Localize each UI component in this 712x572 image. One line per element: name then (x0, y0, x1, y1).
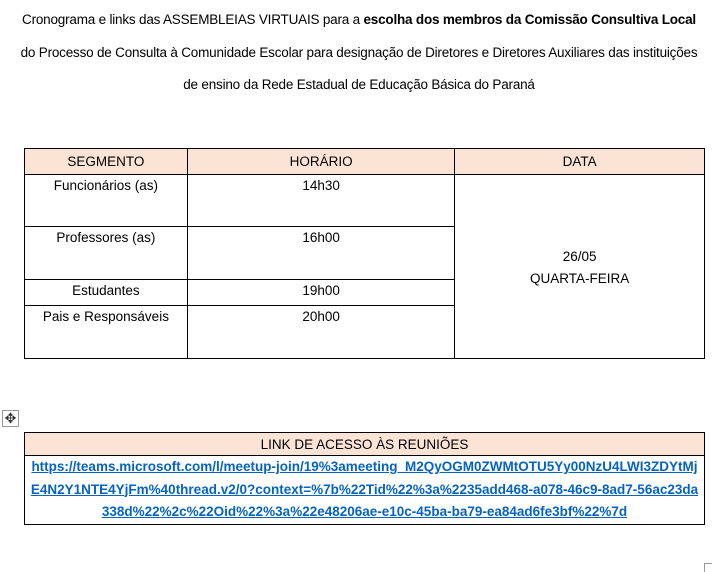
header-time: HORÁRIO (187, 149, 455, 175)
time-cell: 16h00 (187, 227, 455, 280)
date-value: 26/05 (562, 249, 597, 264)
weekday-value: QUARTA-FEIRA (530, 271, 630, 286)
table-header-row (25, 149, 705, 175)
meeting-link[interactable]: https://teams.microsoft.com/l/meetup-join/19%3ameeting_M2QyOGM0ZWMtOTU5Yy00NzU4LWI3ZDYtMjE4N2Y1NTE4YjFm%40thread.v2/0?context=%7b%22Tid%22%3a%2235add468-a078-46c9-8ad7-56ac23da338d%22%2c%22Oid%22%3a%22e48206ae-e10c-45ba-ba79-ea84ad6fe3bf%22%7d (30, 459, 699, 519)
date-cell (455, 175, 705, 359)
link-cell (25, 456, 705, 525)
header-date: DATA (455, 149, 705, 175)
links-table (24, 432, 705, 525)
document-title (14, 4, 704, 102)
segment-cell: Professores (as) (25, 227, 188, 280)
time-cell: 19h00 (187, 280, 455, 306)
title-bold-text: escolha dos membros da Comissão Consultiva Local (363, 12, 696, 27)
segment-cell: Pais e Responsáveis (25, 306, 188, 359)
time-cell: 14h30 (187, 175, 455, 227)
time-cell: 20h00 (187, 306, 455, 359)
segment-cell: Funcionários (as) (25, 175, 188, 227)
links-header: LINK DE ACESSO ÀS REUNIÕES (25, 433, 705, 456)
resize-handle-icon[interactable] (704, 563, 712, 572)
header-segment: SEGMENTO (25, 149, 188, 175)
move-handle-icon[interactable]: ✥ (2, 410, 19, 427)
title-text-end: do Processo de Consulta à Comunidade Escolar para designação de Diretores e Diretores Auxiliares das instituições de ensino da Rede Estadual de Educação Básica do Paraná (20, 44, 698, 92)
schedule-table (24, 148, 705, 359)
table-row (25, 175, 705, 227)
title-text: Cronograma e links das ASSEMBLEIAS VIRTUAIS para a (22, 12, 364, 27)
segment-cell: Estudantes (25, 280, 188, 306)
